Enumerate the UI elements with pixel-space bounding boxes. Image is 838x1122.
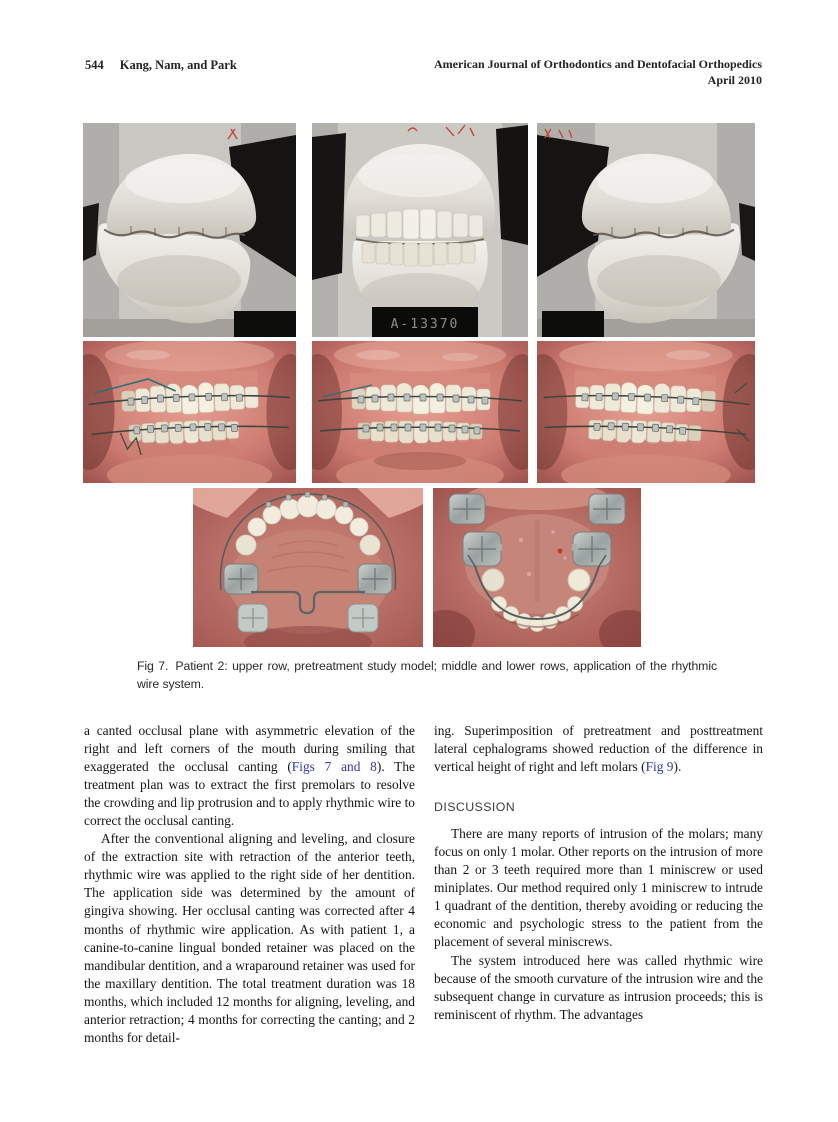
text-column-left bbox=[84, 722, 415, 1047]
study-model-frontal-illustration bbox=[312, 123, 528, 337]
paragraph-text: ). bbox=[673, 759, 682, 775]
figure-row-occlusal bbox=[83, 488, 755, 647]
figure-7-8-link[interactable]: Figs 7 and 8 bbox=[291, 759, 377, 775]
figure-row-study-models bbox=[83, 123, 755, 337]
running-head-left bbox=[85, 58, 237, 73]
study-model-right-lateral-illustration bbox=[83, 123, 296, 337]
intraoral-right-buccal-illustration bbox=[83, 341, 296, 483]
figure-7 bbox=[83, 123, 755, 693]
maxillary-occlusal-illustration bbox=[193, 488, 423, 647]
running-head-authors: Kang, Nam, and Park bbox=[119, 58, 237, 72]
intraoral-frontal-photo bbox=[312, 341, 528, 483]
paragraph-text: a canted occlusal plane with asymmetric elevation of the right and left corners of the mouth during smiling that exaggerated the occlusal canting ( bbox=[84, 723, 415, 775]
paragraph-treatment-course: After the conventional aligning and leveling, and closure of the extraction site with retraction of the anterior teeth, rhythmic wire was applied to the right side of her dentition. The application side was determined by the amount of gingiva showing. Her occlusal canting was corrected after 4 months of rhythmic wire application. As with patient 1, a canine-to-canine lingual bonded retainer was placed on the mandibular dentition, and a wraparound retainer was used for the maxillary dentition. The total treatment duration was 18 months, which included 12 months for aligning, leveling, and anterior retraction; 4 months for correcting the canting; and 2 months for detail- bbox=[84, 831, 415, 1045]
paragraph-rhythmic-wire-naming: The system introduced here was called rhythmic wire because of the smooth curvature of the intrusion wire and the subsequent change in curvature as intrusion proceeds; this is reminiscent of rhythm. The advantages bbox=[434, 952, 763, 1022]
intraoral-frontal-illustration bbox=[312, 341, 528, 483]
paragraph-miniscrew-reports: There are many reports of intrusion of the molars; many focus on only 1 molar. Other reports on the intrusion of more than 2 or 3 teeth required more than 1 miniscrew or used miniplates. Our method required only 1 miniscrew to intrude 1 quadrant of the dentition, thereby avoiding or reducing the economic and psychologic stress to the patient from the placement of several miniscrews. bbox=[434, 826, 763, 950]
figure-caption-label: Fig 7. bbox=[137, 659, 169, 673]
paragraph-text: ing. Superimposition of pretreatment and posttreatment lateral cephalograms showed reduction of the difference in vertical height of right and left molars ( bbox=[434, 723, 763, 775]
issue-date: April 2010 bbox=[707, 72, 762, 87]
journal-title: American Journal of Orthodontics and Dentofacial Orthopedics bbox=[434, 57, 762, 71]
figure-caption-text: Patient 2: upper row, pretreatment study model; middle and lower rows, application of the rhythmic wire system. bbox=[137, 659, 718, 691]
page-number: 544 bbox=[85, 58, 104, 72]
paragraph-text: ). The treatment plan was to extract the first premolars to resolve the crowding and lip protrusion and to apply rhythmic wire to correct the occlusal canting. bbox=[84, 759, 415, 829]
mandibular-occlusal-photo bbox=[433, 488, 641, 647]
study-model-left-lateral-photo bbox=[537, 123, 755, 337]
paragraph-canted-occlusal-plane bbox=[84, 722, 415, 830]
figure-9-link[interactable]: Fig 9 bbox=[645, 759, 674, 775]
maxillary-occlusal-photo bbox=[193, 488, 423, 647]
study-model-frontal-photo bbox=[312, 123, 528, 337]
study-model-left-lateral-illustration bbox=[537, 123, 755, 337]
figure-row-intraoral bbox=[83, 341, 755, 483]
discussion-heading: DISCUSSION bbox=[434, 800, 516, 815]
intraoral-left-buccal-photo bbox=[537, 341, 755, 483]
mandibular-occlusal-illustration bbox=[433, 488, 641, 647]
model-id-plate-text: A-13370 bbox=[390, 317, 460, 332]
intraoral-right-buccal-photo bbox=[83, 341, 296, 483]
running-head-right bbox=[434, 57, 762, 88]
paragraph-superimposition bbox=[434, 722, 763, 776]
text-column-right bbox=[434, 722, 763, 1024]
study-model-right-lateral-photo bbox=[83, 123, 296, 337]
figure-caption bbox=[137, 658, 717, 693]
intraoral-left-buccal-illustration bbox=[537, 341, 755, 483]
